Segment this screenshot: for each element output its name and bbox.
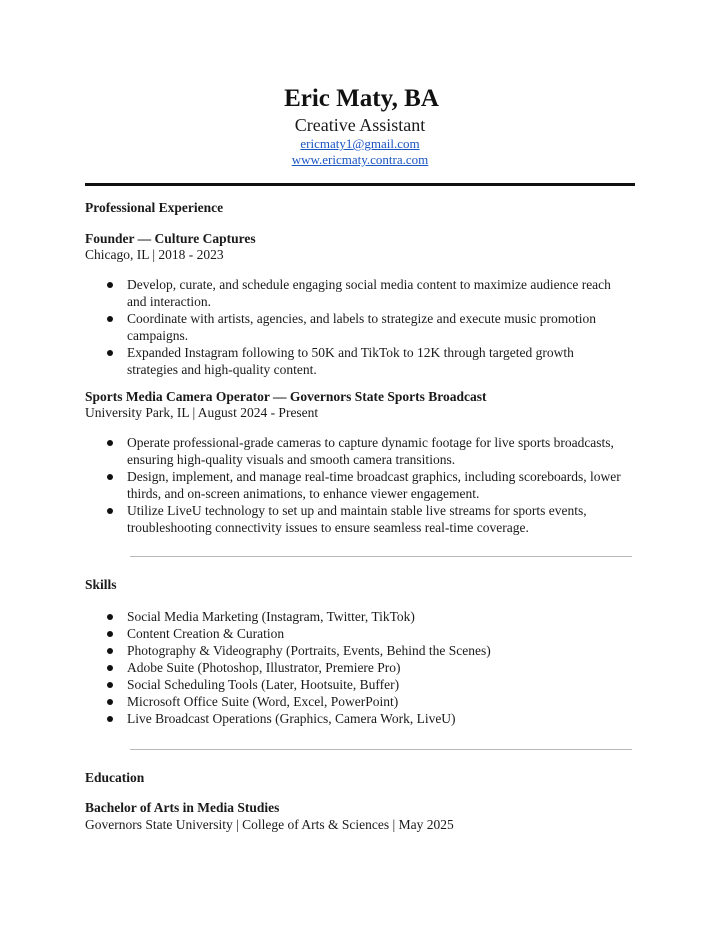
bullet-icon xyxy=(107,665,113,671)
list-item xyxy=(85,710,625,727)
section-divider xyxy=(130,556,632,557)
skill-text: Social Scheduling Tools (Later, Hootsuite, Buffer) xyxy=(127,677,400,692)
list-item xyxy=(85,276,625,310)
bullet-icon xyxy=(107,440,113,446)
job-meta: University Park, IL | August 2024 - Present xyxy=(85,405,319,420)
job-title: Sports Media Camera Operator — Governors State Sports Broadcast xyxy=(85,389,487,404)
skill-text: Adobe Suite (Photoshop, Illustrator, Premiere Pro) xyxy=(127,660,401,675)
bullet-icon xyxy=(107,631,113,637)
skills-heading: Skills xyxy=(85,577,117,592)
header-divider xyxy=(85,183,635,186)
skills-list xyxy=(85,608,625,727)
job-title: Founder — Culture Captures xyxy=(85,231,256,246)
bullet-icon xyxy=(107,350,113,356)
bullet-text: Expanded Instagram following to 50K and TikTok to 12K through targeted growth strategies and high-quality content. xyxy=(127,345,574,377)
list-item xyxy=(85,468,625,502)
bullet-text: Coordinate with artists, agencies, and labels to strategize and execute music promotion campaigns. xyxy=(127,311,596,343)
list-item xyxy=(85,659,625,676)
experience-heading: Professional Experience xyxy=(85,200,224,215)
list-item xyxy=(85,676,625,693)
list-item xyxy=(85,310,625,344)
list-item xyxy=(85,693,625,710)
list-item xyxy=(85,608,625,625)
bullet-text: Operate professional-grade cameras to capture dynamic footage for live sports broadcasts, ensuring high-quality visuals and smooth camera transitions. xyxy=(127,435,614,467)
skill-text: Social Media Marketing (Instagram, Twitter, TikTok) xyxy=(127,609,415,624)
website-link[interactable]: www.ericmaty.contra.com xyxy=(291,152,429,167)
list-item xyxy=(85,625,625,642)
candidate-title: Creative Assistant xyxy=(294,115,426,135)
bullet-icon xyxy=(107,474,113,480)
degree-title: Bachelor of Arts in Media Studies xyxy=(85,800,280,815)
bullet-icon xyxy=(107,648,113,654)
list-item xyxy=(85,502,625,536)
resume-header xyxy=(0,84,720,168)
bullet-text: Design, implement, and manage real-time broadcast graphics, including scoreboards, lower thirds, and on-screen animations, to enhance viewer engagement. xyxy=(127,469,621,501)
bullet-text: Develop, curate, and schedule engaging social media content to maximize audience reach and interaction. xyxy=(127,277,611,309)
education-meta: Governors State University | College of Arts & Sciences | May 2025 xyxy=(85,817,454,832)
bullet-icon xyxy=(107,508,113,514)
bullet-icon xyxy=(107,282,113,288)
bullet-icon xyxy=(107,682,113,688)
skill-text: Microsoft Office Suite (Word, Excel, PowerPoint) xyxy=(127,694,399,709)
job-meta: Chicago, IL | 2018 - 2023 xyxy=(85,247,224,262)
bullet-icon xyxy=(107,614,113,620)
section-divider xyxy=(130,749,632,750)
bullet-icon xyxy=(107,716,113,722)
list-item xyxy=(85,344,625,378)
list-item xyxy=(85,434,625,468)
job-bullets xyxy=(85,434,625,536)
bullet-icon xyxy=(107,699,113,705)
skill-text: Live Broadcast Operations (Graphics, Camera Work, LiveU) xyxy=(127,711,456,726)
bullet-icon xyxy=(107,316,113,322)
candidate-name: Eric Maty, BA xyxy=(284,85,439,112)
bullet-text: Utilize LiveU technology to set up and maintain stable live streams for sports events, troubleshooting connectivity issues to ensure seamless real-time coverage. xyxy=(127,503,587,535)
education-heading: Education xyxy=(85,770,145,785)
list-item xyxy=(85,642,625,659)
skill-text: Content Creation & Curation xyxy=(127,626,285,641)
skill-text: Photography & Videography (Portraits, Events, Behind the Scenes) xyxy=(127,643,491,658)
job-bullets xyxy=(85,276,625,378)
email-link[interactable]: ericmaty1@gmail.com xyxy=(300,136,420,151)
